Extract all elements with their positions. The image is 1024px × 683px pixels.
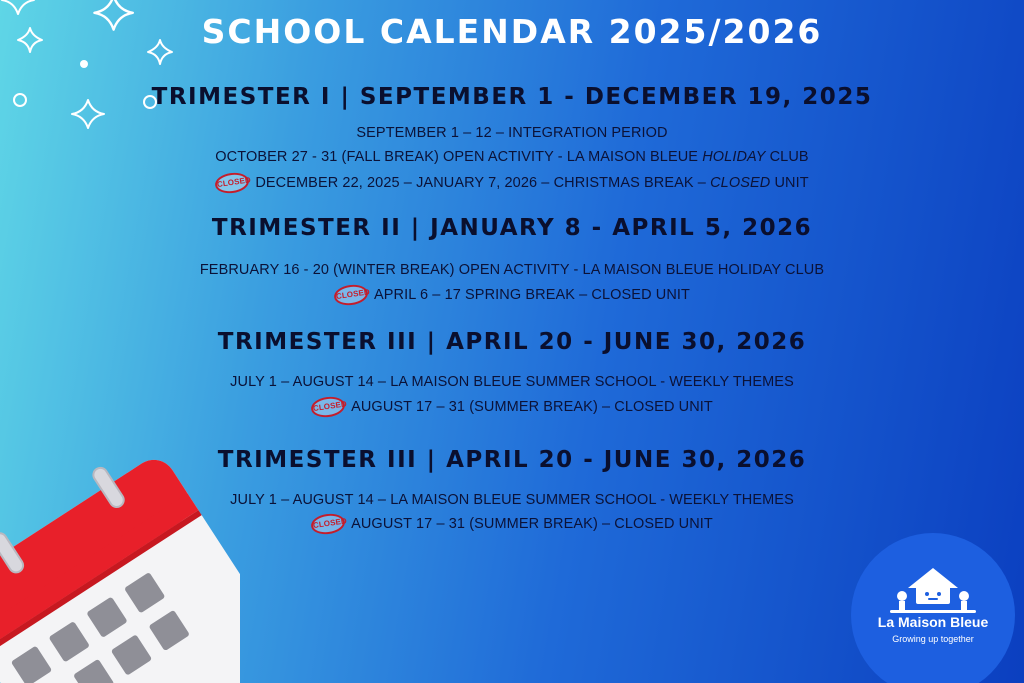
trimester-3-line-2 [0,397,1024,417]
logo-tagline: Growing up together [892,634,974,644]
line-text: OCTOBER 27 - 31 (FALL BREAK) OPEN ACTIVITY - LA MAISON BLEUE [215,149,703,165]
closed-stamp-icon: CLOSED [333,283,369,308]
trimester-3-heading: TRIMESTER III | APRIL 20 - JUNE 30, 2026 [217,329,807,355]
line-text: UNIT [770,174,809,191]
logo-name: La Maison Bleue [877,614,989,630]
line-text-italic: HOLIDAY [702,149,766,165]
trimester-3-line-1: JULY 1 – AUGUST 14 – LA MAISON BLEUE SUMMER SCHOOL - WEEKLY THEMES [230,374,794,390]
dot-icon [80,60,88,68]
line-text: CLUB [765,149,809,165]
trimester-2-heading: TRIMESTER II | JANUARY 8 - APRIL 5, 2026 [211,215,813,241]
trimester-2-line-2 [0,285,1024,305]
trimester-3b-line-1: JULY 1 – AUGUST 14 – LA MAISON BLEUE SUMMER SCHOOL - WEEKLY THEMES [230,492,794,508]
house-logo-icon [888,566,978,616]
trimester-1-line-2 [0,149,1024,165]
trimester-1-heading: TRIMESTER I | SEPTEMBER 1 - DECEMBER 19, 2025 [151,84,873,110]
trimester-3b-heading: TRIMESTER III | APRIL 20 - JUNE 30, 2026 [217,447,807,473]
line-text: APRIL 6 – 17 SPRING BREAK – CLOSED UNIT [373,286,691,303]
trimester-1-line-1: SEPTEMBER 1 – 12 – INTEGRATION PERIOD [356,125,668,141]
closed-stamp-icon: CLOSED [310,512,346,537]
line-text-italic: CLOSED [710,174,771,191]
line-text: AUGUST 17 – 31 (SUMMER BREAK) – CLOSED UNIT [351,398,713,415]
trimester-2-line-1: FEBRUARY 16 - 20 (WINTER BREAK) OPEN ACTIVITY - LA MAISON BLEUE HOLIDAY CLUB [199,262,825,278]
line-text: AUGUST 17 – 31 (SUMMER BREAK) – CLOSED UNIT [351,515,713,532]
closed-stamp-icon: CLOSED [214,171,250,196]
closed-stamp-icon: CLOSED [310,395,346,420]
line-text: DECEMBER 22, 2025 – JANUARY 7, 2026 – CHRISTMAS BREAK – [255,174,711,191]
page-title: SCHOOL CALENDAR 2025/2026 [201,12,823,51]
trimester-1-line-3 [0,173,1024,193]
calendar-icon [0,433,240,683]
